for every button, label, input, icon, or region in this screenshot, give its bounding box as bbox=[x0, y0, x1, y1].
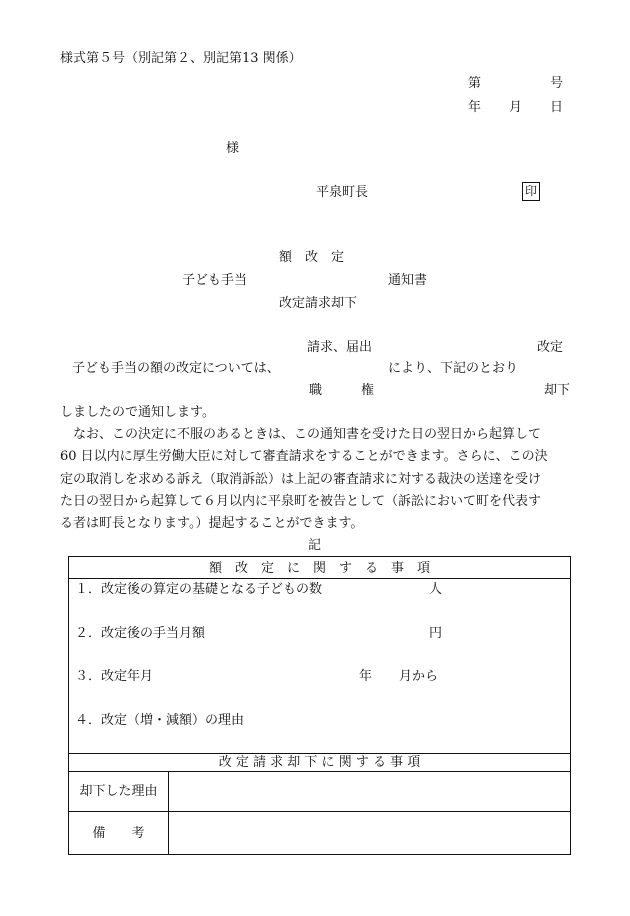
item-revision-month-unit: 月から bbox=[399, 669, 439, 684]
date-month: 月 bbox=[509, 100, 523, 115]
table-divider bbox=[69, 753, 570, 754]
seal-mark: 印 bbox=[522, 182, 540, 201]
title-option-amount-revision: 額 改 定 bbox=[279, 250, 345, 265]
date-day: 日 bbox=[550, 100, 564, 115]
number-suffix: 号 bbox=[550, 76, 564, 91]
notice-line: 60 日以内に厚生労働大臣に対して審査請求をすることができます。さらに、この決 bbox=[60, 449, 548, 465]
number-prefix: 第 bbox=[468, 76, 482, 91]
body-line-left: 子ども手当の額の改定については、 bbox=[72, 361, 280, 376]
section-header-rejection: 改 定 請 求 却 下 に 関 す る 事 項 bbox=[218, 755, 421, 770]
item-children-count-label: １．改定後の算定の基礎となる子どもの数 bbox=[75, 582, 323, 597]
date-year: 年 bbox=[468, 100, 482, 115]
item-children-count-unit: 人 bbox=[429, 582, 443, 597]
item-monthly-amount-unit: 円 bbox=[429, 626, 443, 641]
form-id: 様式第５号（別記第２、別記第13 関係） bbox=[60, 51, 302, 66]
item-revision-reason-label: ４．改定（増・減額）の理由 bbox=[75, 713, 245, 728]
table-divider bbox=[69, 771, 570, 772]
item-monthly-amount-label: ２．改定後の手当月額 bbox=[75, 626, 206, 641]
rejection-reason-label: 却下した理由 bbox=[79, 784, 158, 799]
notice-line: た日の翌日から起算して６月以内に平泉町を被告として（訴訟において町を代表す bbox=[60, 493, 542, 509]
title-main-right: 通知書 bbox=[388, 273, 428, 288]
title-option-rejection: 改定請求却下 bbox=[279, 296, 358, 311]
table-divider bbox=[69, 811, 570, 812]
body-line-right: により、下記のとおり bbox=[388, 361, 519, 376]
table-column-divider bbox=[168, 771, 169, 854]
body-line-after: しましたので通知します。 bbox=[60, 405, 215, 420]
details-table bbox=[68, 556, 571, 855]
addressee-suffix: 様 bbox=[226, 141, 240, 156]
section-header-amount-revision: 額 改 定 に 関 す る 事 項 bbox=[208, 561, 430, 576]
item-revision-date-label: ３．改定年月 bbox=[75, 669, 154, 684]
choice-ex-officio: 職 権 bbox=[309, 383, 375, 398]
choice-request: 請求、届出 bbox=[307, 340, 373, 355]
record-label: 記 bbox=[308, 538, 322, 553]
title-main-left: 子ども手当 bbox=[182, 273, 248, 288]
notice-line: る者は町長となります。）提起することができます。 bbox=[60, 516, 364, 532]
notice-line: 定の取消しを求める訴え（取消訴訟）は上記の審査請求に対する裁決の送達を受け bbox=[60, 471, 542, 487]
choice-revision: 改定 bbox=[537, 340, 564, 355]
choice-rejection: 却下 bbox=[544, 383, 571, 398]
table-divider bbox=[69, 578, 570, 579]
item-revision-year-unit: 年 bbox=[359, 669, 373, 684]
notice-paragraph bbox=[60, 424, 570, 535]
remarks-label: 備 考 bbox=[92, 826, 145, 841]
notice-line: なお、この決定に不服のあるときは、この通知書を受けた日の翌日から起算して bbox=[73, 427, 542, 442]
issuer: 平泉町長 bbox=[316, 185, 369, 200]
